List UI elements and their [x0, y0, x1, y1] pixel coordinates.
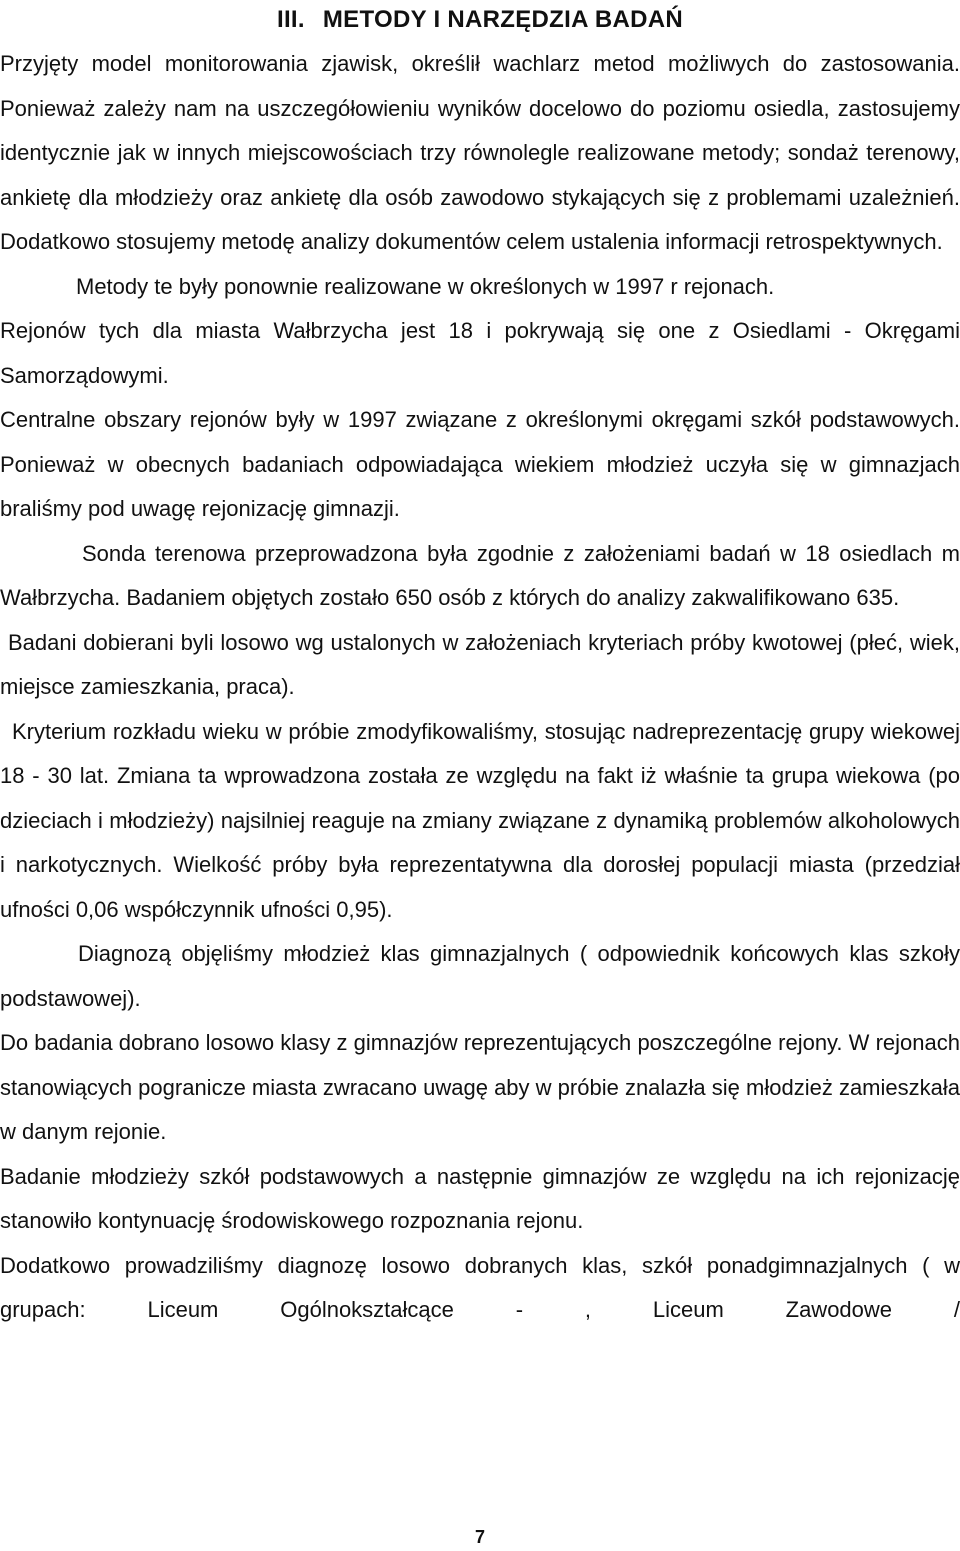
paragraph-additional: Dodatkowo prowadziliśmy diagnozę losowo dobranych klas, szkół ponadgimnazjalnych ( w grupach: Liceum Ogólnokształcące - , Liceum Zawodowe /	[0, 1252, 960, 1322]
page-number: 7	[474, 1527, 485, 1547]
paragraph-class-selection: Do badania dobrano losowo klasy z gimnazjów reprezentujących poszczególne rejony. W rejonach stanowiących pogranicze miasta zwracano uwagę aby w próbie znalazła się młodzież zamieszkała w danym rejonie.	[0, 1030, 960, 1144]
paragraph-central-areas: Centralne obszary rejonów były w 1997 związane z określonymi okręgami szkół podstawowych. Ponieważ w obecnych badaniach odpowiadająca wiekiem młodzież uczyła się w gimnazjach braliśmy pod uwagę rejonizację gimnazji.	[0, 407, 960, 521]
paragraph-diagnosis: Diagnozą objęliśmy młodzież klas gimnazjalnych ( odpowiednik końcowych klas szkoły podstawowej).	[0, 941, 960, 1011]
paragraph-methods-repeated: Metody te były ponownie realizowane w określonych w 1997 r rejonach.	[76, 273, 775, 299]
paragraph-continuation: Badanie młodzieży szkół podstawowych a następnie gimnazjów ze względu na ich rejonizację stanowiło kontynuację środowiskowego rozpoznania rejonu.	[0, 1163, 960, 1233]
section-heading	[0, 4, 960, 36]
paragraph-regions: Rejonów tych dla miasta Wałbrzycha jest 18 i pokrywają się one z Osiedlami - Okręgami Samorządowymi.	[0, 318, 960, 388]
document-body	[0, 42, 960, 1333]
section-title: METODY I NARZĘDZIA BADAŃ	[322, 6, 683, 33]
paragraph-intro: Przyjęty model monitorowania zjawisk, określił wachlarz metod możliwych do zastosowania. Ponieważ zależy nam na uszczegółowieniu wyników docelowo do poziomu osiedla, zastosujemy identycznie jak w innych miejscowościach trzy równolegle realizowane metody; sondaż terenowy, ankietę dla młodzieży oraz ankietę dla osób zawodowo stykających się z problemami uzależnień. Dodatkowo stosujemy metodę analizy dokumentów celem ustalenia informacji retrospektywnych.	[0, 51, 960, 254]
paragraph-field-survey: Sonda terenowa przeprowadzona była zgodnie z założeniami badań w 18 osiedlach m Wałbrzycha. Badaniem objętych zostało 650 osób z których do analizy zakwalifikowano 635.	[0, 540, 960, 610]
paragraph-age-criterion: Kryterium rozkładu wieku w próbie zmodyfikowaliśmy, stosując nadreprezentację grupy wiekowej 18 - 30 lat. Zmiana ta wprowadzona została ze względu na fakt iż właśnie ta grupa wiekowa (po dzieciach i młodzieży) najsilniej reaguje na zmiany związane z dynamiką problemów alkoholowych i narkotycznych. Wielkość próby była reprezentatywna dla dorosłej populacji miasta (przedział ufności 0,06 współczynnik ufności 0,95).	[0, 718, 960, 922]
section-number: III.	[277, 6, 305, 33]
paragraph-sampling: Badani dobierani byli losowo wg ustalonych w założeniach kryteriach próby kwotowej (płeć, wiek, miejsce zamieszkania, praca).	[0, 629, 960, 699]
